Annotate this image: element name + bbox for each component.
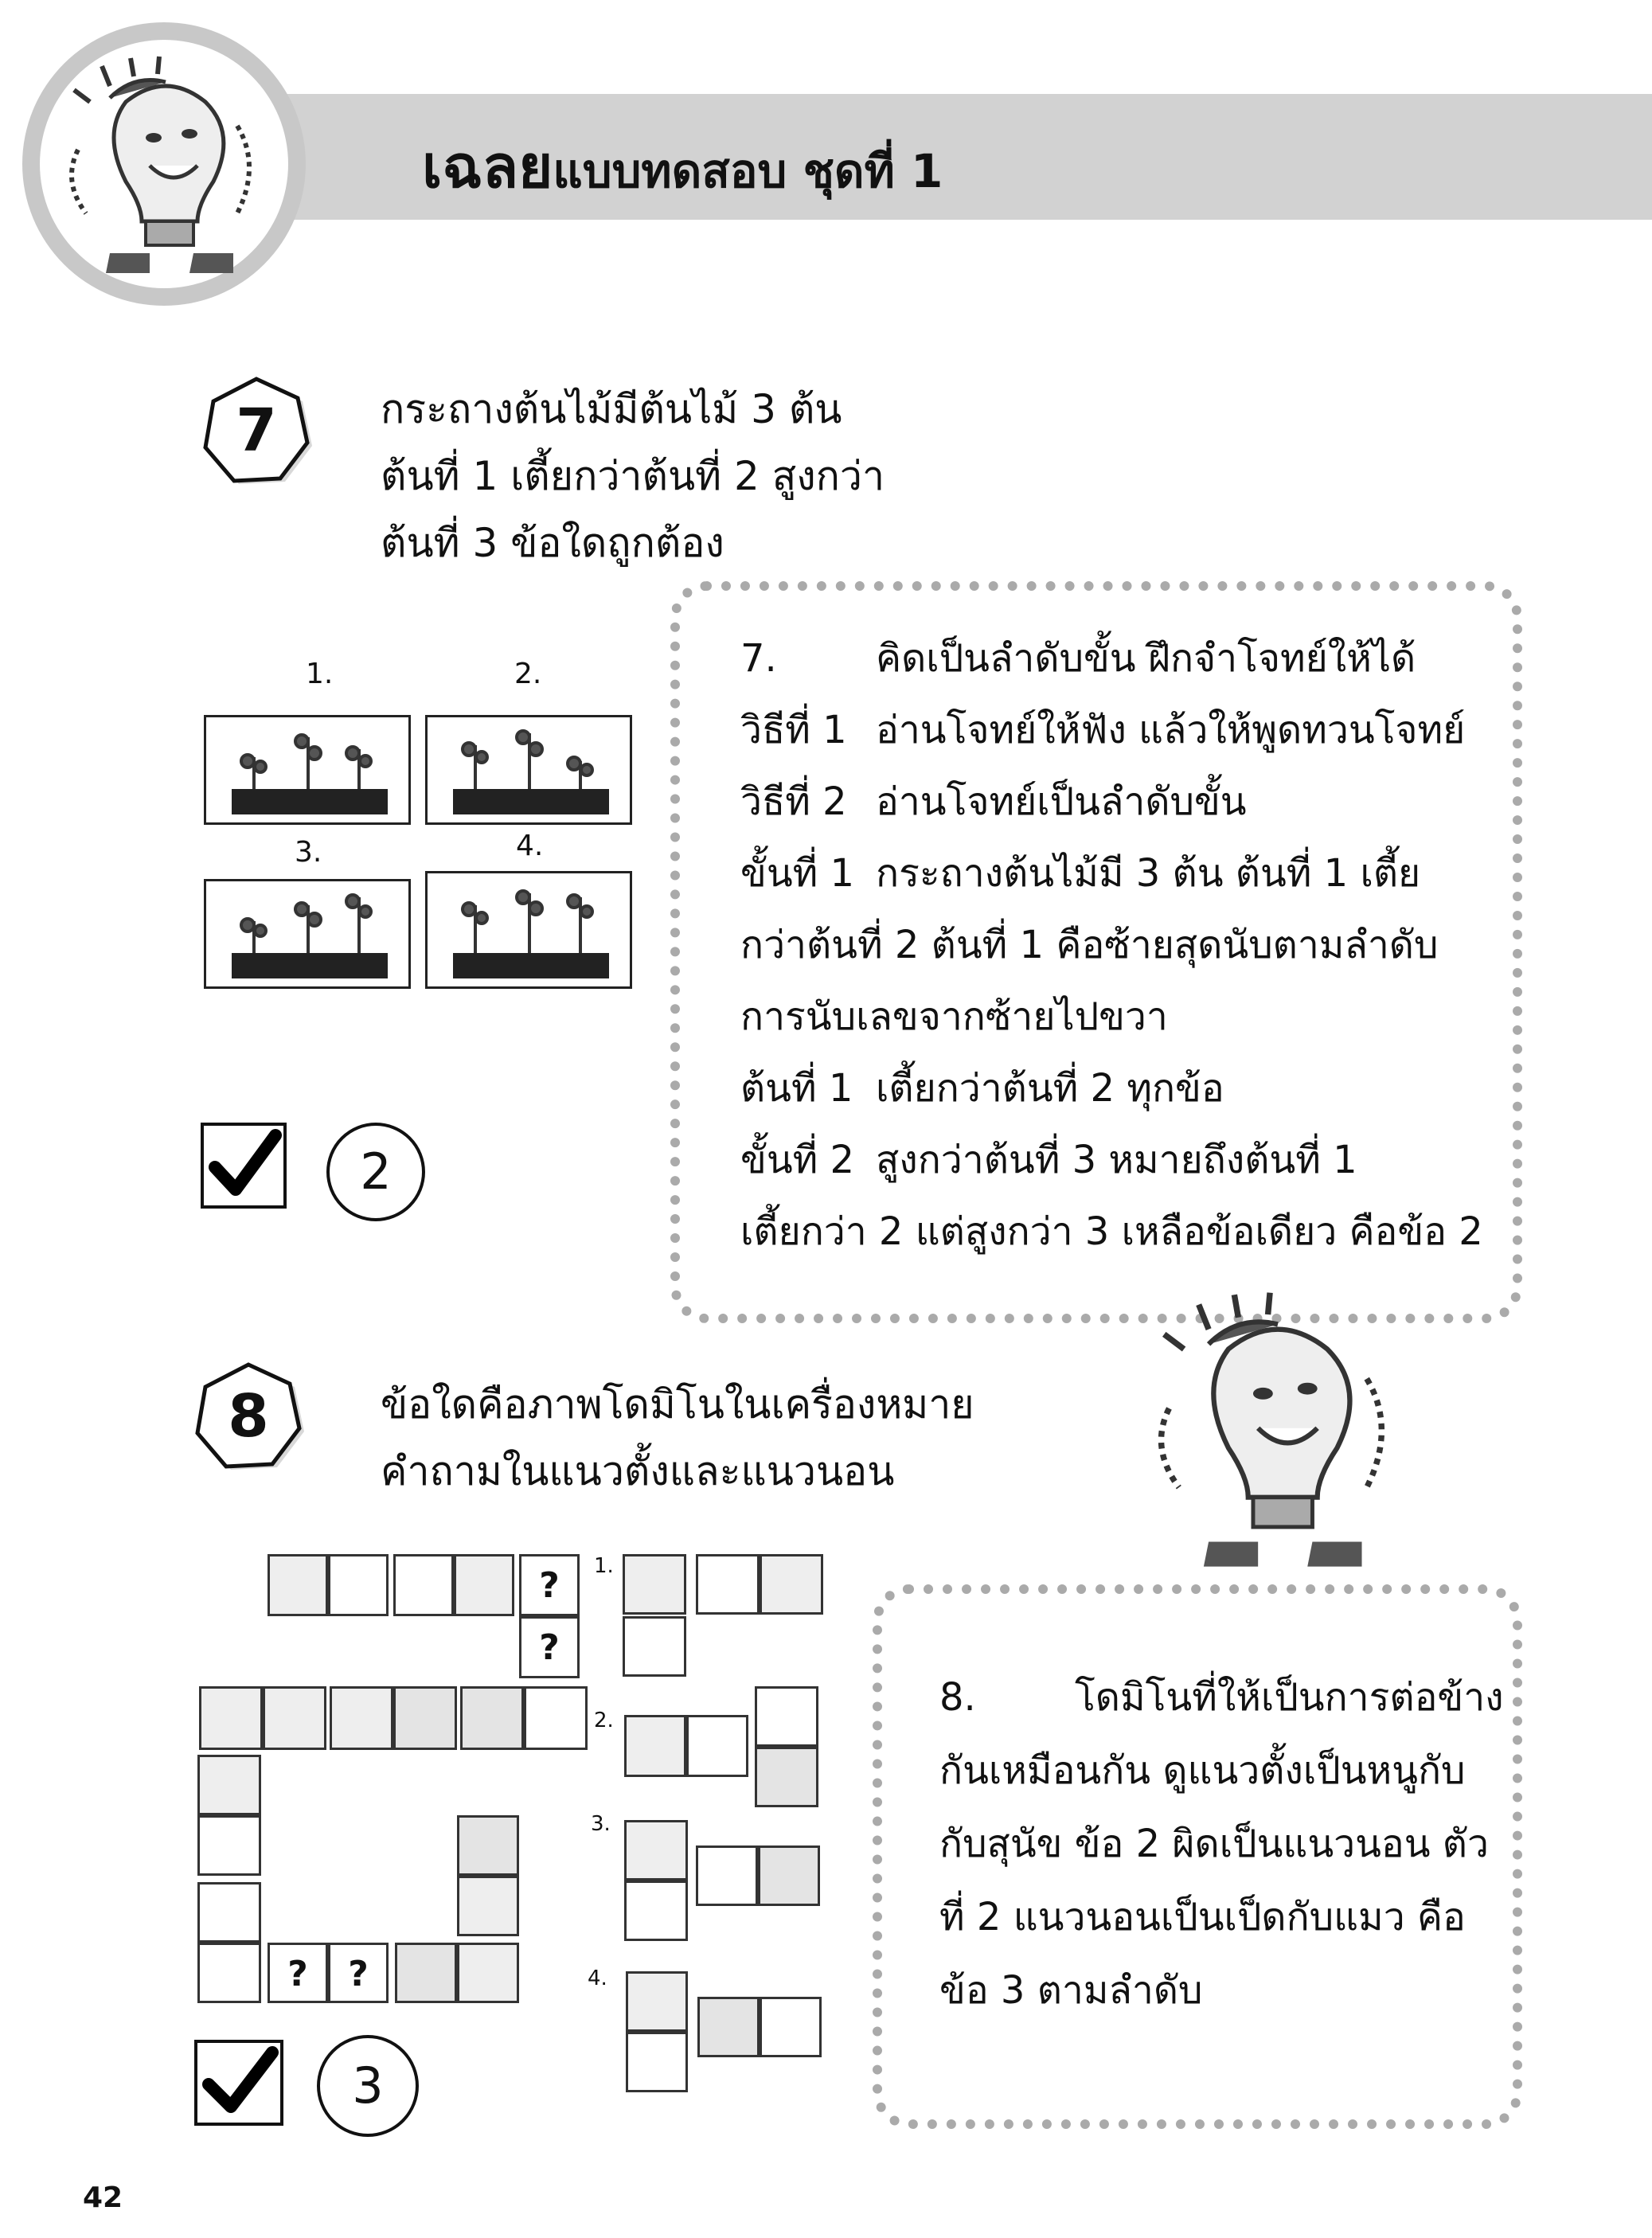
- domino-tile-fish: [199, 1686, 263, 1750]
- q7-answer-circle: 2: [326, 1123, 425, 1221]
- q7-explanation-text: 7. คิดเป็นลำดับขั้น ฝึกจำโจทย์ให้ได้ วิธีที่ 1 อ่านโจทย์ให้ฟัง แล้วให้พูดทวนโจทย์ วิธีที่ 2 อ่านโจทย์เป็นลำดับขั้น ขั้นที่ 1 กระถางต้นไม้มี 3 ต้น ต้นที่ 1 เตี้ย กว่าต้นที่ 2 ต้นที่ 1 คือซ้ายสุดนับตามลำดับ การนับเลขจากซ้ายไปขวา ต้นที่ 1 เตี้ยกว่าต้นที่ 2 ทุกข้อ ขั้นที่ 2 สูงกว่าต้นที่ 3 หมายถึงต้นที่ 1 เตี้ยกว่า 2 แต่สูงกว่า 3 เหลือข้อเดียว คือข้อ 2: [740, 636, 1483, 1254]
- domino-tile-elephant: [197, 1882, 261, 1943]
- domino-tile-cat: [395, 1943, 457, 2003]
- domino-tile-dog: [524, 1686, 588, 1750]
- domino-tile-monkey: [330, 1686, 393, 1750]
- q7-option-4-planter[interactable]: [425, 871, 632, 989]
- domino-tile-duck: [197, 1943, 261, 2003]
- potted-plants-icon: [206, 717, 408, 822]
- answer-checkmark-icon: [194, 2040, 283, 2126]
- header-mascot-circle: [22, 22, 306, 306]
- domino-tile-monkey: [263, 1686, 326, 1750]
- domino-question-mark: ?: [519, 1616, 580, 1678]
- q8-option-4-tile[interactable]: [760, 1997, 822, 2057]
- potted-plants-icon: [206, 881, 408, 986]
- q8-option-label: 4.: [588, 1967, 607, 1990]
- q8-option-2-tile[interactable]: [755, 1747, 818, 1807]
- q7-option-label: 2.: [514, 658, 542, 690]
- lightbulb-mascot-icon: [54, 54, 277, 277]
- q8-option-1-tile[interactable]: [623, 1616, 686, 1677]
- domino-tile-fish: [197, 1755, 261, 1815]
- q8-option-2-tile[interactable]: [624, 1715, 686, 1777]
- potted-plants-icon: [428, 717, 630, 822]
- question-number: 8: [228, 1382, 269, 1451]
- q8-option-2-tile[interactable]: [686, 1715, 748, 1777]
- page-title: เฉลยแบบทดสอบ ชุดที่ 1: [422, 133, 943, 201]
- q7-option-2-planter[interactable]: [425, 715, 632, 825]
- question-7-text: กระถางต้นไม้มีต้นไม้ 3 ต้น ต้นที่ 1 เตี้ยกว่าต้นที่ 2 สูงกว่า ต้นที่ 3 ข้อใดถูกต้อง: [381, 386, 885, 566]
- q8-option-label: 3.: [591, 1812, 611, 1836]
- domino-tile-fish: [268, 1554, 328, 1616]
- q8-option-1-tile[interactable]: [760, 1554, 823, 1615]
- domino-tile-cat: [460, 1686, 524, 1750]
- domino-tile-elephant: [197, 1815, 261, 1876]
- domino-tile-mouse: [457, 1876, 519, 1936]
- q8-option-3-tile[interactable]: [696, 1845, 758, 1906]
- q8-option-3-tile[interactable]: [624, 1881, 688, 1941]
- q8-explanation-text: 8. โดมิโนที่ให้เป็นการต่อข้าง กันเหมือนกัน ดูแนวตั้งเป็นหนูกับ กับสุนัข ข้อ 2 ผิดเป็นแนวนอน ตัว ที่ 2 แนวนอนเป็นเป็ดกับแมว คือ ข้อ 3 ตามลำดับ: [939, 1675, 1504, 2013]
- q7-option-3-planter[interactable]: [204, 879, 411, 989]
- q8-option-1-tile[interactable]: [696, 1554, 760, 1615]
- page-number: 42: [83, 2181, 123, 2214]
- lightbulb-mascot-icon: [1138, 1290, 1417, 1576]
- q8-answer-circle: 3: [317, 2035, 419, 2137]
- q7-option-label: 1.: [306, 658, 334, 690]
- question-8-badge: [191, 1360, 310, 1479]
- question-8-text: ข้อใดคือภาพโดมิโนในเครื่องหมาย คำถามในแนวตั้งและแนวนอน: [381, 1381, 974, 1494]
- domino-question-mark: ?: [328, 1943, 389, 2003]
- domino-tile-cat: [393, 1686, 457, 1750]
- answer-checkmark-icon: [201, 1123, 287, 1209]
- domino-tile-mouse: [457, 1943, 519, 2003]
- q8-option-4-tile[interactable]: [626, 1971, 688, 2032]
- question-7-badge: [199, 374, 318, 494]
- q7-option-label: 3.: [295, 836, 322, 869]
- domino-tile-mouse: [454, 1554, 514, 1616]
- q8-option-4-tile[interactable]: [697, 1997, 760, 2057]
- q8-option-1-tile[interactable]: [623, 1554, 686, 1615]
- question-number: 7: [236, 396, 277, 465]
- domino-tile-duck: [393, 1554, 454, 1616]
- q8-option-3-tile[interactable]: [758, 1845, 820, 1906]
- q8-option-label: 1.: [594, 1554, 614, 1578]
- potted-plants-icon: [428, 873, 630, 986]
- domino-tile-duck: [328, 1554, 389, 1616]
- q8-option-4-tile[interactable]: [626, 2032, 688, 2092]
- q8-option-2-tile[interactable]: [755, 1686, 818, 1747]
- q8-option-label: 2.: [594, 1709, 614, 1732]
- q8-option-3-tile[interactable]: [624, 1820, 688, 1881]
- q7-option-1-planter[interactable]: [204, 715, 411, 825]
- domino-question-mark: ?: [268, 1943, 328, 2003]
- q7-option-label: 4.: [516, 830, 544, 862]
- domino-tile-cat: [457, 1815, 519, 1876]
- domino-question-mark: ?: [519, 1554, 580, 1616]
